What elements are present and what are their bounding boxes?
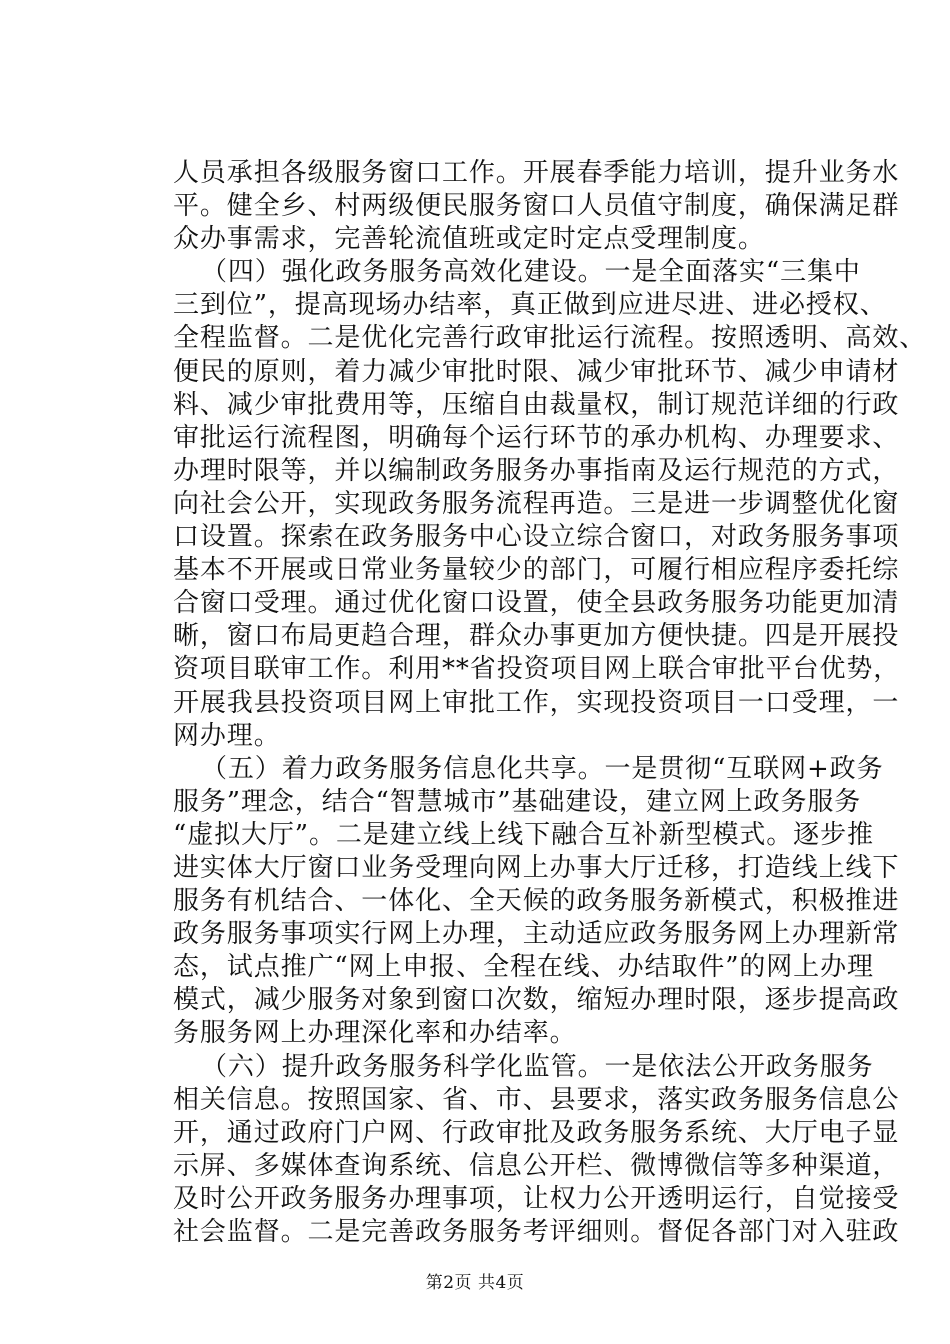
text-line: 合窗口受理。通过优化窗口设置，使全县政务服务功能更加清 — [173, 588, 900, 619]
section-5-heading-line: （五）着力政务服务信息化共享。一是贯彻“互联网+政务 — [201, 753, 884, 784]
text-line: 务服务网上办理深化率和办结率。 — [173, 1018, 577, 1049]
text-line: 平。健全乡、村两级便民服务窗口人员值守制度，确保满足群 — [173, 191, 900, 222]
text-line: “虚拟大厅”。二是建立线上线下融合互补新型模式。逐步推 — [173, 819, 874, 850]
text-line: 政务服务事项实行网上办理，主动适应政务服务网上办理新常 — [173, 919, 900, 950]
text-line: 向社会公开，实现政务服务流程再造。三是进一步调整优化窗 — [173, 488, 900, 519]
text-line: 便民的原则，着力减少审批时限、减少审批环节、减少申请材 — [173, 356, 900, 387]
text-line: 三到位”，提高现场办结率，真正做到应进尽进、进必授权、 — [173, 290, 887, 321]
text-line: 相关信息。按照国家、省、市、县要求，落实政务服务信息公 — [173, 1084, 900, 1115]
text-line: 服务有机结合、一体化、全天候的政务服务新模式，积极推进 — [173, 886, 900, 917]
text-line: 办理时限等，并以编制政务服务办事指南及运行规范的方式， — [173, 455, 900, 486]
section-6-heading-line: （六）提升政务服务科学化监管。一是依法公开政务服务 — [201, 1051, 874, 1082]
section-4-heading-line: （四）强化政务服务高效化建设。一是全面落实“三集中 — [201, 257, 861, 288]
document-body — [173, 157, 927, 1249]
text-line: 模式，减少服务对象到窗口次数，缩短办理时限，逐步提高政 — [173, 985, 900, 1016]
text-line: 开展我县投资项目网上审批工作，实现投资项目一口受理，一 — [173, 687, 900, 718]
text-line: 服务”理念，结合“智慧城市”基础建设，建立网上政务服务 — [173, 786, 862, 817]
text-line: 开，通过政府门户网、行政审批及政务服务系统、大厅电子显 — [173, 1117, 900, 1148]
text-line: 审批运行流程图，明确每个运行环节的承办机构、办理要求、 — [173, 422, 900, 453]
text-line: 众办事需求，完善轮流值班或定时定点受理制度。 — [173, 224, 765, 255]
text-line: 网办理。 — [173, 720, 281, 751]
text-line: 料、减少审批费用等，压缩自由裁量权，制订规范详细的行政 — [173, 389, 900, 420]
text-line: 进实体大厅窗口业务受理向网上办事大厅迁移，打造线上线下 — [173, 852, 900, 883]
text-line: 示屏、多媒体查询系统、信息公开栏、微博微信等多种渠道， — [173, 1150, 900, 1181]
text-line: 全程监督。二是优化完善行政审批运行流程。按照透明、高效、 — [173, 323, 927, 354]
page-number-footer: 第2页 共4页 — [425, 1273, 525, 1293]
text-line: 社会监督。二是完善政务服务考评细则。督促各部门对入驻政 — [173, 1217, 900, 1247]
text-line: 口设置。探索在政务服务中心设立综合窗口，对政务服务事项 — [173, 522, 900, 553]
text-line: 晰，窗口布局更趋合理，群众办事更加方便快捷。四是开展投 — [173, 621, 900, 652]
text-line: 及时公开政务服务办理事项，让权力公开透明运行，自觉接受 — [173, 1183, 900, 1214]
text-line: 人员承担各级服务窗口工作。开展春季能力培训，提升业务水 — [173, 158, 900, 188]
text-line: 态，试点推广“网上申报、全程在线、办结取件”的网上办理 — [173, 952, 874, 983]
text-line: 资项目联审工作。利用**省投资项目网上联合审批平台优势， — [173, 654, 901, 685]
text-line: 基本不开展或日常业务量较少的部门，可履行相应程序委托综 — [173, 555, 900, 586]
